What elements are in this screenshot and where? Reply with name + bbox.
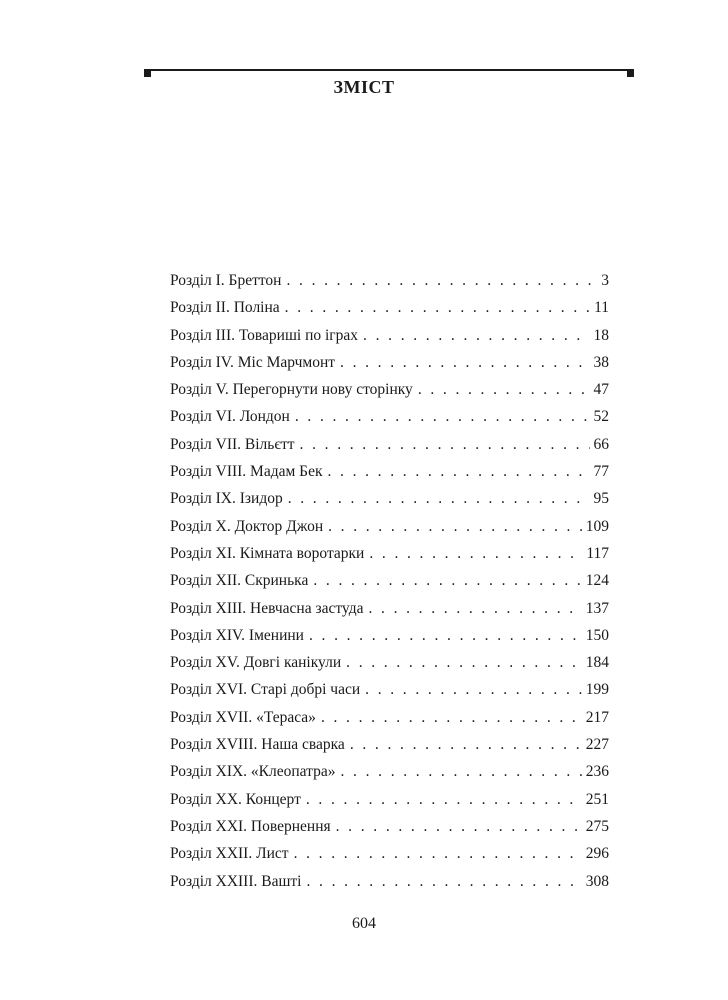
toc-entry-title: Розділ XIV. Іменини (170, 626, 304, 644)
toc-entry (170, 354, 609, 381)
toc-dot-leader (350, 736, 582, 754)
toc-entry (170, 299, 609, 326)
toc-dot-leader (328, 518, 582, 536)
toc-entry-title: Розділ XIX. «Клеопатра» (170, 763, 336, 781)
toc-dot-leader (346, 654, 582, 672)
toc-entry (170, 272, 609, 299)
toc-dot-leader (368, 600, 581, 618)
toc-dot-leader (286, 272, 597, 290)
toc-entry (170, 736, 609, 763)
toc-entry-page: 296 (585, 845, 609, 863)
toc-entry-title: Розділ I. Бреттон (170, 272, 282, 289)
toc-dot-leader (418, 381, 590, 399)
toc-dot-leader (327, 463, 589, 481)
toc-entry-page: 109 (585, 517, 609, 535)
toc-entry-page: 199 (585, 681, 609, 699)
toc-entry (170, 600, 609, 627)
toc-dot-leader (300, 436, 590, 454)
toc-entry-title: Розділ XXIII. Вашті (170, 872, 302, 890)
toc-entry (170, 791, 609, 818)
toc-entry (170, 436, 609, 463)
toc-dot-leader (294, 845, 582, 863)
toc-entry-page: 52 (593, 408, 609, 426)
toc-entry (170, 572, 609, 599)
toc-dot-leader (363, 327, 589, 345)
toc-entry-page: 117 (586, 544, 609, 562)
toc-entry-page: 137 (585, 599, 609, 617)
toc-dot-leader (309, 627, 582, 645)
toc-entry (170, 463, 609, 490)
toc-entry (170, 763, 609, 790)
toc-entry-page: 227 (585, 736, 609, 754)
toc-entry (170, 654, 609, 681)
toc-entry-page: 124 (585, 572, 609, 590)
page-title: ЗМІСТ (333, 77, 395, 97)
toc-dot-leader (341, 763, 582, 781)
toc-entry-page: 275 (585, 817, 609, 835)
toc-entry (170, 490, 609, 517)
toc-entry-page: 66 (593, 435, 609, 453)
toc-entry-page: 38 (593, 353, 609, 371)
toc-entry-title: Розділ XVI. Старі добрі часи (170, 681, 361, 699)
toc-entry (170, 873, 609, 900)
toc-entry-title: Розділ VI. Лондон (170, 408, 290, 426)
toc-entry-title: Розділ II. Поліна (170, 299, 280, 317)
toc-entry (170, 518, 609, 545)
toc-entry-title: Розділ IX. Ізидор (170, 490, 283, 508)
toc-entry-title: Розділ VIII. Мадам Бек (170, 463, 323, 481)
toc-entry (170, 681, 609, 708)
toc-entry-title: Розділ XI. Кімната воротарки (170, 544, 365, 562)
toc-dot-leader (307, 873, 582, 891)
table-of-contents (170, 272, 609, 900)
toc-dot-leader (340, 354, 589, 372)
header-square-mark-left (144, 70, 151, 77)
toc-entry-title: Розділ XVII. «Тераса» (170, 708, 316, 726)
toc-entry-title: Розділ XIII. Невчасна застуда (170, 599, 364, 617)
toc-dot-leader (285, 299, 590, 317)
toc-entry (170, 818, 609, 845)
toc-entry-page: 47 (593, 381, 609, 399)
toc-entry-title: Розділ XV. Довгі канікули (170, 654, 342, 672)
toc-entry-title: Розділ XXII. Лист (170, 845, 289, 863)
toc-entry-title: Розділ XII. Скринька (170, 572, 309, 590)
toc-dot-leader (295, 408, 590, 426)
toc-entry-title: Розділ X. Доктор Джон (170, 517, 324, 535)
toc-entry-page: 184 (585, 654, 609, 672)
toc-dot-leader (336, 818, 582, 836)
toc-entry (170, 408, 609, 435)
header-square-mark-right (627, 70, 634, 77)
toc-dot-leader (288, 490, 590, 508)
toc-entry-page: 150 (585, 626, 609, 644)
toc-dot-leader (365, 681, 582, 699)
toc-entry-page: 95 (593, 490, 609, 508)
toc-entry-title: Розділ IV. Міс Марчмонт (170, 353, 336, 371)
toc-entry-title: Розділ V. Перегорнути нову сторінку (170, 381, 413, 399)
toc-entry-page: 18 (593, 326, 609, 344)
toc-entry (170, 845, 609, 872)
toc-entry-title: Розділ III. Товариші по іграх (170, 326, 359, 344)
header-rule (144, 69, 634, 71)
toc-entry-title: Розділ XXI. Повернення (170, 817, 331, 835)
toc-entry-page: 3 (601, 272, 609, 289)
toc-entry (170, 545, 609, 572)
toc-entry-page: 77 (593, 463, 609, 481)
toc-entry-page: 251 (585, 790, 609, 808)
toc-entry-page: 11 (594, 299, 609, 317)
toc-entry (170, 381, 609, 408)
toc-dot-leader (369, 545, 582, 563)
toc-entry-title: Розділ VII. Вільєтт (170, 435, 295, 453)
toc-dot-leader (313, 572, 581, 590)
toc-dot-leader (306, 791, 582, 809)
page-number: 604 (352, 915, 376, 932)
toc-entry-title: Розділ XX. Концерт (170, 790, 301, 808)
toc-entry-page: 308 (585, 872, 609, 890)
toc-entry-page: 236 (585, 763, 609, 781)
toc-entry (170, 627, 609, 654)
toc-entry (170, 327, 609, 354)
toc-dot-leader (321, 709, 582, 727)
toc-entry-page: 217 (585, 708, 609, 726)
toc-entry-title: Розділ XVIII. Наша сварка (170, 736, 345, 754)
toc-entry (170, 709, 609, 736)
